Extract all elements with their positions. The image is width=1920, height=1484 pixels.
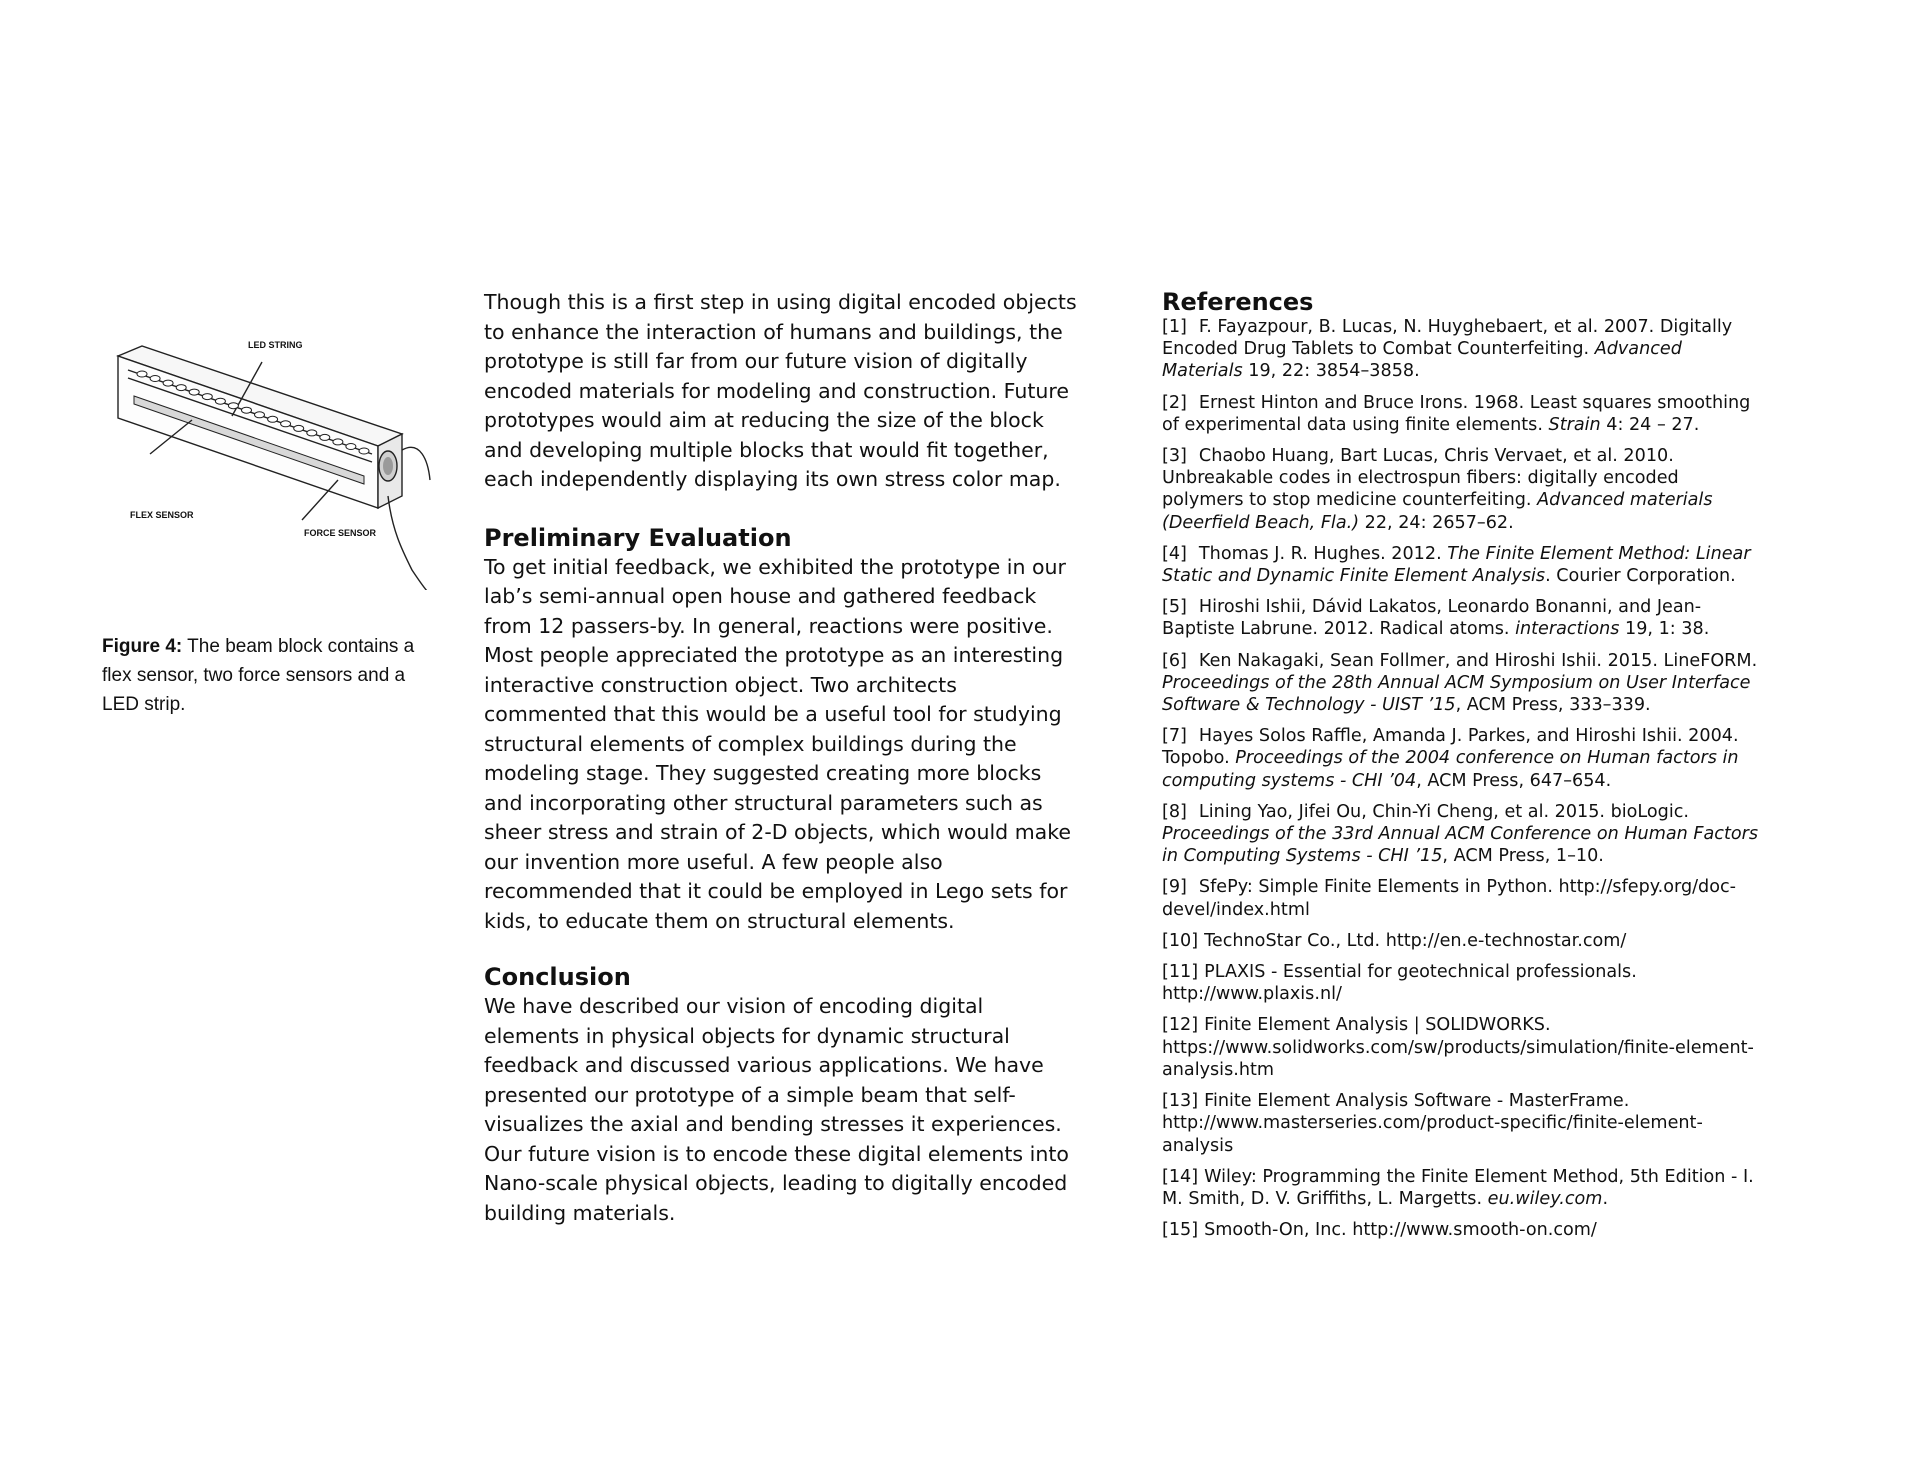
- reference-venue: Proceedings of the 28th Annual ACM Symposium on User Interface Software & Technology - UIST ’15: [1162, 672, 1751, 716]
- reference-text: Hiroshi Ishii, Dávid Lakatos, Leonardo Bonanni, and Jean-Baptiste Labrune. 2012. Radical atoms.: [1162, 597, 1702, 640]
- led-icon: [320, 434, 330, 440]
- reference-text: Thomas J. R. Hughes. 2012.: [1198, 543, 1448, 564]
- reference-venue: Proceedings of the 2004 conference on Human factors in computing systems - CHI ’04: [1162, 748, 1739, 791]
- reference-number: [15]: [1162, 1220, 1199, 1241]
- reference-details: , ACM Press, 1–10.: [1442, 846, 1604, 867]
- force-sensor-label: FORCE SENSOR: [304, 528, 377, 538]
- figure-caption-text: The beam block contains a flex sensor, two force sensors and a LED strip.: [102, 636, 415, 715]
- reference-number: [13]: [1162, 1091, 1199, 1112]
- body-column: [484, 288, 1084, 1254]
- references-heading: References: [1162, 288, 1314, 316]
- reference-item: [1162, 596, 1762, 640]
- reference-text: Hayes Solos Raffle, Amanda J. Parkes, and Hiroshi Ishii. 2004. Topobo.: [1162, 726, 1739, 769]
- led-icon: [333, 439, 343, 445]
- section-paragraph: To get initial feedback, we exhibited the prototype in our lab’s semi-annual open house and gathered feedback from 12 passers-by. In general, reactions were positive. Most people appreciated the prototype as an interesting interactive construction object. Two architects commented that this would be a useful tool for studying structural elements of complex buildings during the modeling stage. They suggested creating more blocks and incorporating other structural parameters such as sheer stress and strain of 2-D objects, which would make our invention more useful. A few people also recommended that it could be employed in Lego sets for kids, to educate them on structural elements.: [484, 554, 1071, 933]
- reference-number: [4]: [1162, 543, 1187, 564]
- led-icon: [137, 371, 147, 377]
- led-icon: [268, 416, 278, 422]
- reference-item: [1162, 725, 1762, 792]
- reference-details: 4: 24 – 27.: [1600, 414, 1700, 435]
- reference-text: Smooth-On, Inc. http://www.smooth-on.com/: [1204, 1220, 1597, 1241]
- led-icon: [359, 448, 369, 454]
- reference-text: PLAXIS - Essential for geotechnical professionals. http://www.plaxis.nl/: [1162, 962, 1637, 1005]
- reference-text: Ernest Hinton and Bruce Irons. 1968. Least squares smoothing of experimental data using finite elements.: [1162, 392, 1751, 435]
- led-icon: [281, 421, 291, 427]
- reference-number: [1]: [1162, 317, 1187, 337]
- section-heading: Conclusion: [484, 963, 631, 991]
- led-icon: [189, 389, 199, 395]
- reference-item: [1162, 801, 1762, 868]
- flex-sensor-label: FLEX SENSOR: [130, 510, 194, 520]
- led-icon: [150, 376, 160, 382]
- reference-item: [1162, 316, 1762, 383]
- reference-number: [10]: [1162, 930, 1199, 951]
- intro-paragraph: Though this is a first step in using digital encoded objects to enhance the interaction of humans and buildings, the prototype is still far from our future vision of digitally encoded materials for modeling and construction. Future prototypes would aim at reducing the size of the block and developing multiple blocks that would fit together, each independently displaying its own stress color map.: [484, 290, 1077, 491]
- reference-number: [6]: [1162, 650, 1187, 671]
- reference-details: .: [1602, 1188, 1609, 1209]
- reference-list: [1162, 316, 1762, 1241]
- section-heading: Preliminary Evaluation: [484, 523, 792, 552]
- led-icon: [346, 444, 356, 450]
- led-icon: [202, 394, 212, 400]
- reference-text: Wiley: Programming the Finite Element Method, 5th Edition - I. M. Smith, D. V. Griffiths, L. Margetts.: [1162, 1166, 1754, 1209]
- reference-item: [1162, 1014, 1762, 1081]
- reference-venue: Proceedings of the 33rd Annual ACM Conference on Human Factors in Computing Systems - CHI ’15: [1162, 824, 1759, 867]
- reference-venue: The Finite Element Method: Linear Static and Dynamic Finite Element Analysis: [1162, 543, 1751, 587]
- reference-number: [14]: [1162, 1166, 1199, 1187]
- reference-item: [1162, 543, 1762, 587]
- reference-venue: interactions: [1515, 619, 1620, 640]
- led-icon: [294, 425, 304, 431]
- reference-number: [11]: [1162, 962, 1199, 983]
- figure-caption-label: Figure 4:: [102, 636, 183, 657]
- reference-details: , ACM Press, 647–654.: [1416, 770, 1612, 791]
- reference-text: TechnoStar Co., Ltd. http://en.e-technostar.com/: [1204, 930, 1627, 951]
- reference-text: Finite Element Analysis | SOLIDWORKS. https://www.solidworks.com/sw/products/simulation/finite-element-analysis.htm: [1162, 1015, 1754, 1080]
- reference-details: , ACM Press, 333–339.: [1455, 695, 1651, 716]
- reference-number: [3]: [1162, 446, 1187, 467]
- reference-item: [1162, 445, 1762, 534]
- figure-caption: [102, 632, 422, 719]
- references-column: [1162, 288, 1762, 1250]
- section-paragraph: We have described our vision of encoding digital elements in physical objects for dynamic structural feedback and discussed various applications. We have presented our prototype of a simple beam that self-visualizes the axial and bending stresses it experiences. Our future vision is to encode these digital elements into Nano-scale physical objects, leading to digitally encoded building materials.: [484, 994, 1069, 1225]
- reference-text: SfePy: Simple Finite Elements in Python. http://sfepy.org/doc-devel/index.html: [1162, 877, 1737, 920]
- reference-details: 22, 24: 2657–62.: [1359, 512, 1514, 533]
- reference-number: [12]: [1162, 1015, 1199, 1036]
- reference-details: 19, 22: 3854–3858.: [1242, 361, 1420, 382]
- led-icon: [163, 380, 173, 386]
- reference-item: [1162, 930, 1762, 952]
- reference-venue: eu.wiley.com: [1487, 1188, 1603, 1209]
- reference-item: [1162, 1219, 1762, 1241]
- reference-venue: Advanced materials (Deerfield Beach, Fla.): [1162, 490, 1713, 533]
- led-icon: [228, 403, 238, 409]
- beam-block-figure: [102, 330, 432, 590]
- reference-number: [8]: [1162, 801, 1187, 822]
- led-icon: [176, 385, 186, 391]
- reference-number: [5]: [1162, 597, 1187, 618]
- reference-text: Ken Nakagaki, Sean Follmer, and Hiroshi Ishii. 2015. LineFORM.: [1198, 650, 1758, 671]
- reference-item: [1162, 961, 1762, 1005]
- reference-number: [2]: [1162, 392, 1187, 413]
- led-icon: [255, 412, 265, 418]
- led-string-label: LED STRING: [248, 340, 303, 350]
- reference-item: [1162, 876, 1762, 920]
- reference-item: [1162, 650, 1762, 717]
- reference-text: Finite Element Analysis Software - MasterFrame. http://www.masterseries.com/product-specific/finite-element-analysis: [1162, 1091, 1703, 1156]
- led-icon: [307, 430, 317, 436]
- reference-number: [9]: [1162, 877, 1187, 898]
- reference-number: [7]: [1162, 726, 1187, 747]
- led-icon: [242, 407, 252, 413]
- led-icon: [215, 398, 225, 404]
- reference-item: [1162, 1090, 1762, 1157]
- reference-venue: Strain: [1548, 414, 1601, 435]
- section-conclusion: [484, 962, 1084, 1228]
- reference-item: [1162, 392, 1762, 436]
- reference-text: Chaobo Huang, Bart Lucas, Chris Vervaet, et al. 2010. Unbreakable codes in electrospun fibers: digitally encoded polymers to stop medicine counterfeiting.: [1162, 446, 1679, 511]
- section-preliminary-evaluation: [484, 523, 1084, 937]
- reference-venue: Advanced Materials: [1162, 339, 1682, 382]
- reference-details: . Courier Corporation.: [1545, 566, 1736, 587]
- reference-details: 19, 1: 38.: [1619, 619, 1710, 640]
- reference-text: F. Fayazpour, B. Lucas, N. Huyghebaert, et al. 2007. Digitally Encoded Drug Tablets to Combat Counterfeiting.: [1162, 317, 1733, 360]
- reference-text: Lining Yao, Jifei Ou, Chin-Yi Cheng, et al. 2015. bioLogic.: [1198, 801, 1690, 822]
- reference-item: [1162, 1166, 1762, 1210]
